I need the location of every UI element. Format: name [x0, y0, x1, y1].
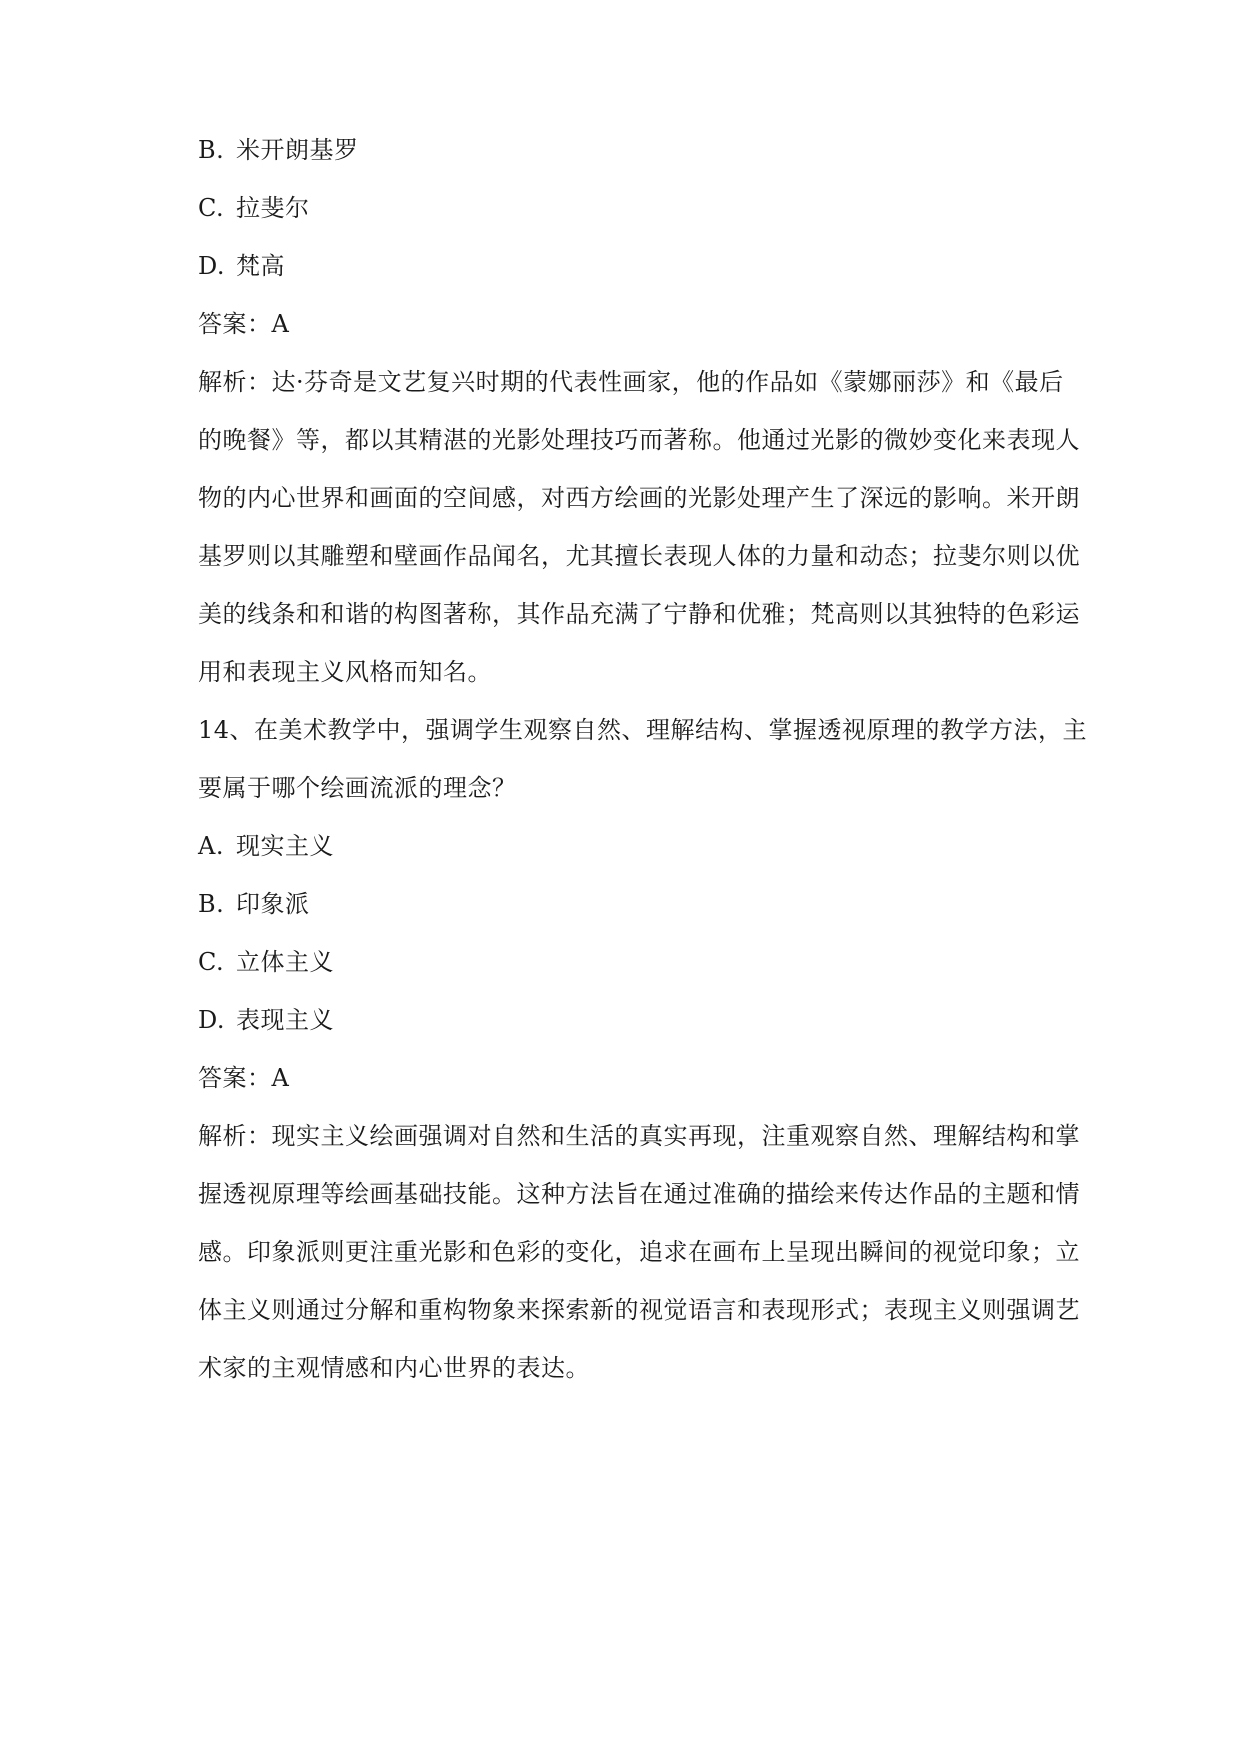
option-text: 印象派	[236, 890, 310, 918]
q13-explanation-line: 美的线条和和谐的构图著称，其作品充满了宁静和优雅；梵高则以其独特的色彩运	[198, 600, 1080, 628]
q13-explanation-line: 的晚餐》等，都以其精湛的光影处理技巧而著称。他通过光影的微妙变化来表现人	[198, 426, 1080, 454]
option-text: 立体主义	[236, 948, 334, 976]
q13-explanation-line: 解析：达·芬奇是文艺复兴时期的代表性画家，他的作品如《蒙娜丽莎》和《最后	[198, 368, 1064, 396]
q13-explanation-line: 基罗则以其雕塑和壁画作品闻名，尤其擅长表现人体的力量和动态；拉斐尔则以优	[198, 542, 1080, 570]
q14-explanation-line: 握透视原理等绘画基础技能。这种方法旨在通过准确的描绘来传达作品的主题和情	[198, 1180, 1080, 1208]
q14-explanation-line: 感。印象派则更注重光影和色彩的变化，追求在画布上呈现出瞬间的视觉印象；立	[198, 1238, 1080, 1266]
option-label: B.	[198, 890, 225, 918]
option-text: 现实主义	[236, 832, 334, 860]
option-label: C.	[198, 194, 225, 222]
option-text: 梵高	[236, 252, 285, 280]
q14-explanation-line: 体主义则通过分解和重构物象来探索新的视觉语言和表现形式；表现主义则强调艺	[198, 1296, 1080, 1324]
q14-option-a	[198, 830, 334, 862]
q14-question-line: 14、在美术教学中，强调学生观察自然、理解结构、掌握透视原理的教学方法，主	[198, 716, 1088, 744]
q14-option-c	[198, 946, 334, 978]
option-label: B.	[198, 136, 225, 164]
option-label: D.	[198, 1006, 226, 1034]
option-label: D.	[198, 252, 226, 280]
q13-option-d	[198, 250, 285, 282]
q14-option-d	[198, 1004, 334, 1036]
q14-question-line: 要属于哪个绘画流派的理念？	[198, 774, 517, 802]
q14-option-b	[198, 888, 310, 920]
option-text: 表现主义	[236, 1006, 334, 1034]
q13-option-c	[198, 192, 310, 224]
q13-answer: 答案：A	[198, 310, 290, 338]
option-text: 拉斐尔	[236, 194, 310, 222]
q13-explanation-line: 用和表现主义风格而知名。	[198, 658, 492, 686]
option-label: A.	[198, 832, 224, 860]
q14-explanation-line: 术家的主观情感和内心世界的表达。	[198, 1354, 590, 1382]
option-label: C.	[198, 948, 225, 976]
option-text: 米开朗基罗	[236, 136, 359, 164]
q13-explanation-line: 物的内心世界和画面的空间感，对西方绘画的光影处理产生了深远的影响。米开朗	[198, 484, 1080, 512]
q14-answer: 答案：A	[198, 1064, 290, 1092]
q13-option-b	[198, 134, 359, 166]
q14-explanation-line: 解析：现实主义绘画强调对自然和生活的真实再现，注重观察自然、理解结构和掌	[198, 1122, 1080, 1150]
